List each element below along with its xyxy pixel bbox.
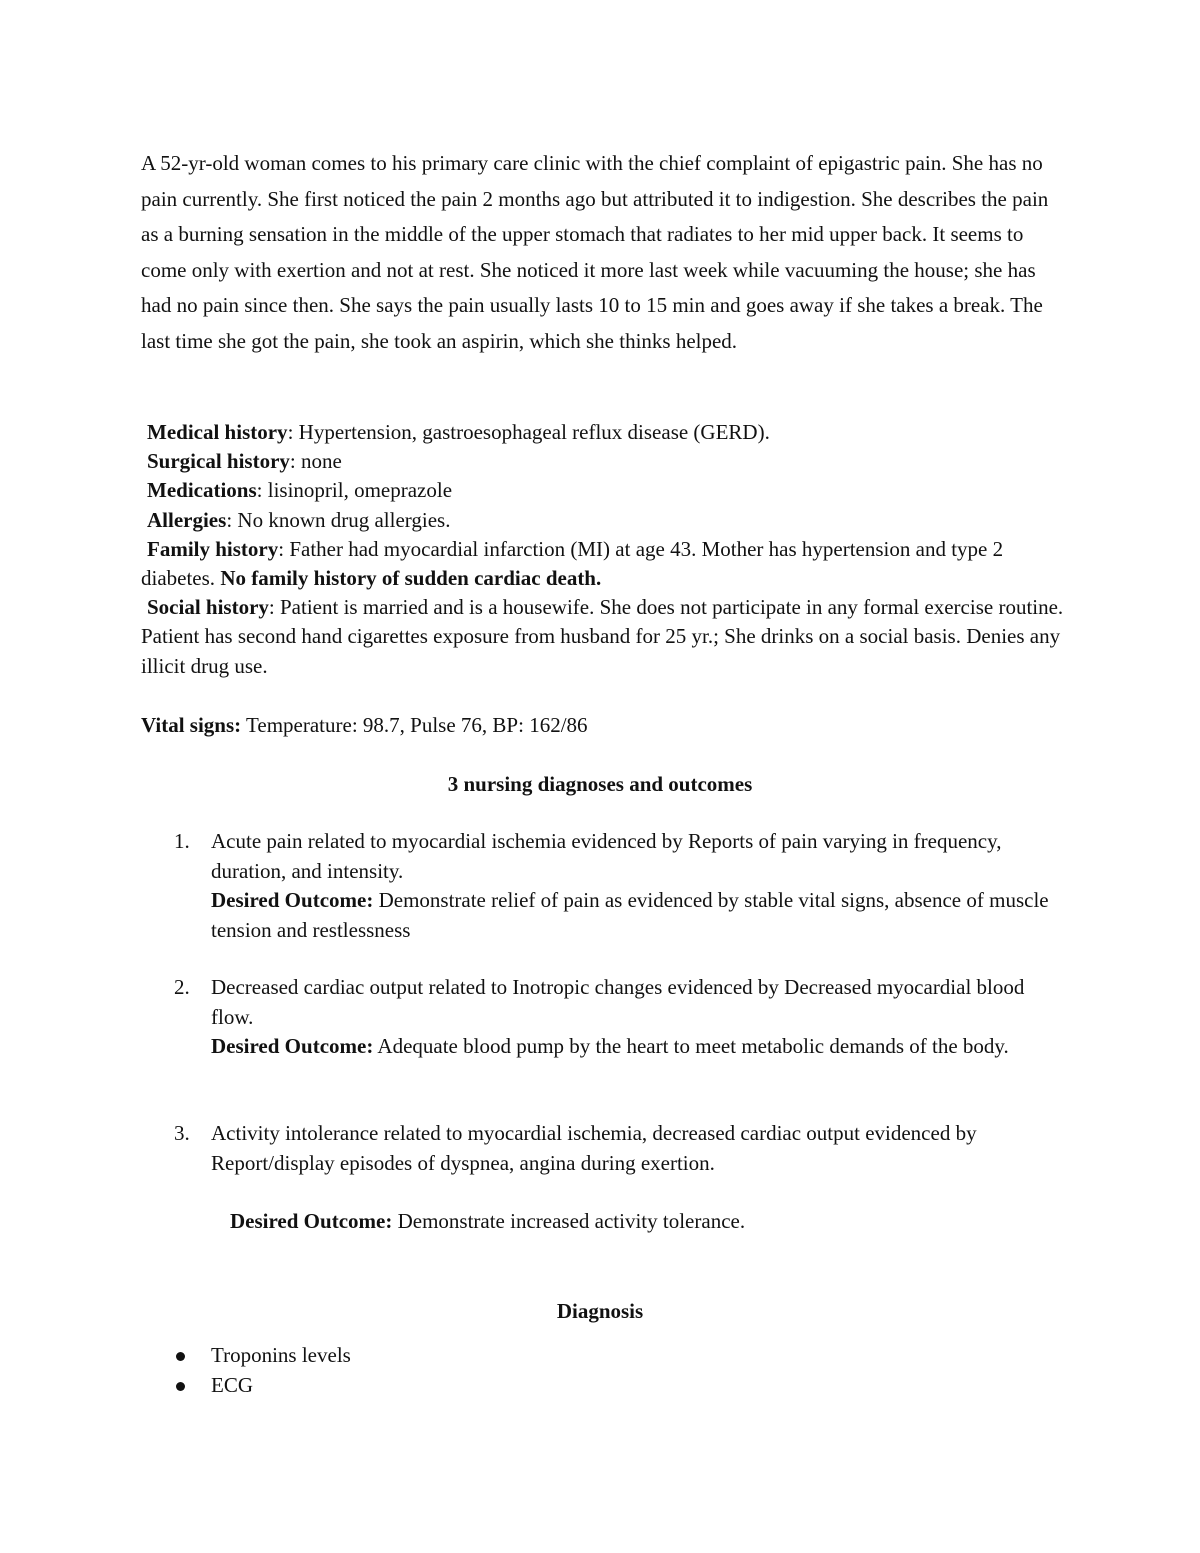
- diagnosis-1-outcome: Demonstrate relief of pain as evidenced by stable vital signs, absence of muscle tension and restlessness: [211, 888, 1049, 942]
- patient-history-block: [141, 418, 1071, 681]
- vital-signs-line: [141, 711, 1061, 740]
- diagnosis-3-outcome: Demonstrate increased activity tolerance.: [392, 1209, 746, 1233]
- diagnosis-3-number: 3.: [174, 1121, 190, 1145]
- diagnosis-3-text: Activity intolerance related to myocardial ischemia, decreased cardiac output evidenced by Report/display episodes of dyspnea, angina during exertion.: [211, 1121, 977, 1175]
- bullet-dot-icon: [176, 1382, 185, 1391]
- medications-row: [141, 476, 1071, 505]
- social-history-value: : Patient is married and is a housewife. She does not participate in any formal exercise routine. Patient has second hand cigarettes exposure from husband for 25 yr.; She drinks on a social basis. Denies any illicit drug use.: [141, 595, 1064, 678]
- social-history-row: [141, 593, 1071, 681]
- allergies-value: : No known drug allergies.: [226, 507, 451, 532]
- diagnosis-3: [211, 1119, 1061, 1178]
- family-history-label: Family history: [147, 536, 279, 561]
- diagnosis-2-outcome: Adequate blood pump by the heart to meet metabolic demands of the body.: [373, 1034, 1009, 1058]
- diagnosis-item-troponins: Troponins levels: [211, 1343, 351, 1367]
- diagnosis-1-number: 1.: [174, 829, 190, 853]
- medications-value: : lisinopril, omeprazole: [256, 478, 453, 503]
- diagnosis-1-outcome-label: Desired Outcome:: [211, 888, 374, 912]
- vital-signs-value: Temperature: 98.7, Pulse 76, BP: 162/86: [241, 713, 588, 737]
- medical-history-label: Medical history: [147, 420, 288, 444]
- diagnosis-3-outcome-label: Desired Outcome:: [230, 1209, 393, 1233]
- diagnosis-item-ecg: ECG: [211, 1372, 253, 1397]
- family-history-emphasis: No family history of sudden cardiac death.: [220, 566, 602, 591]
- surgical-history-label: Surgical history: [147, 449, 290, 474]
- diagnosis-2-number: 2.: [174, 975, 190, 999]
- diagnosis-heading: Diagnosis: [556, 1299, 644, 1323]
- diagnosis-2-text: Decreased cardiac output related to Inotropic changes evidenced by Decreased myocardial blood flow.: [211, 975, 1025, 1029]
- vital-signs-label: Vital signs:: [141, 713, 242, 737]
- surgical-history-row: [141, 447, 1071, 476]
- family-history-row: [141, 535, 1071, 593]
- diagnosis-3-outcome-line: [230, 1207, 745, 1236]
- family-history-value: : Father had myocardial infarction (MI) at age 43. Mother has hypertension and type 2 diabetes.: [141, 536, 1004, 591]
- diagnosis-1: [211, 827, 1061, 945]
- allergies-row: [141, 506, 1071, 535]
- diagnosis-1-text: Acute pain related to myocardial ischemia evidenced by Reports of pain varying in frequency, duration, and intensity.: [211, 829, 1002, 883]
- allergies-label: Allergies: [147, 507, 227, 532]
- medical-history-row: [141, 418, 1071, 447]
- case-intro-paragraph: A 52-yr-old woman comes to his primary care clinic with the chief complaint of epigastric pain. She has no pain currently. She first noticed the pain 2 months ago but attributed it to indigestion. She describes the pain as a burning sensation in the middle of the upper stomach that radiates to her mid upper back. It seems to come only with exertion and not at rest. She noticed it more last week while vacuuming the house; she has had no pain since then. She says the pain usually lasts 10 to 15 min and goes away if she takes a break. The last time she got the pain, she took an aspirin, which she thinks helped.: [141, 151, 1049, 353]
- diagnosis-2-outcome-label: Desired Outcome:: [211, 1034, 374, 1058]
- medications-label: Medications: [147, 478, 257, 503]
- bullet-dot-icon: [176, 1352, 185, 1361]
- nursing-diagnoses-heading: 3 nursing diagnoses and outcomes: [447, 772, 753, 796]
- medical-history-value: : Hypertension, gastroesophageal reflux disease (GERD).: [287, 420, 770, 444]
- social-history-label: Social history: [147, 595, 269, 620]
- diagnosis-2: [211, 973, 1061, 1062]
- surgical-history-value: : none: [289, 449, 342, 474]
